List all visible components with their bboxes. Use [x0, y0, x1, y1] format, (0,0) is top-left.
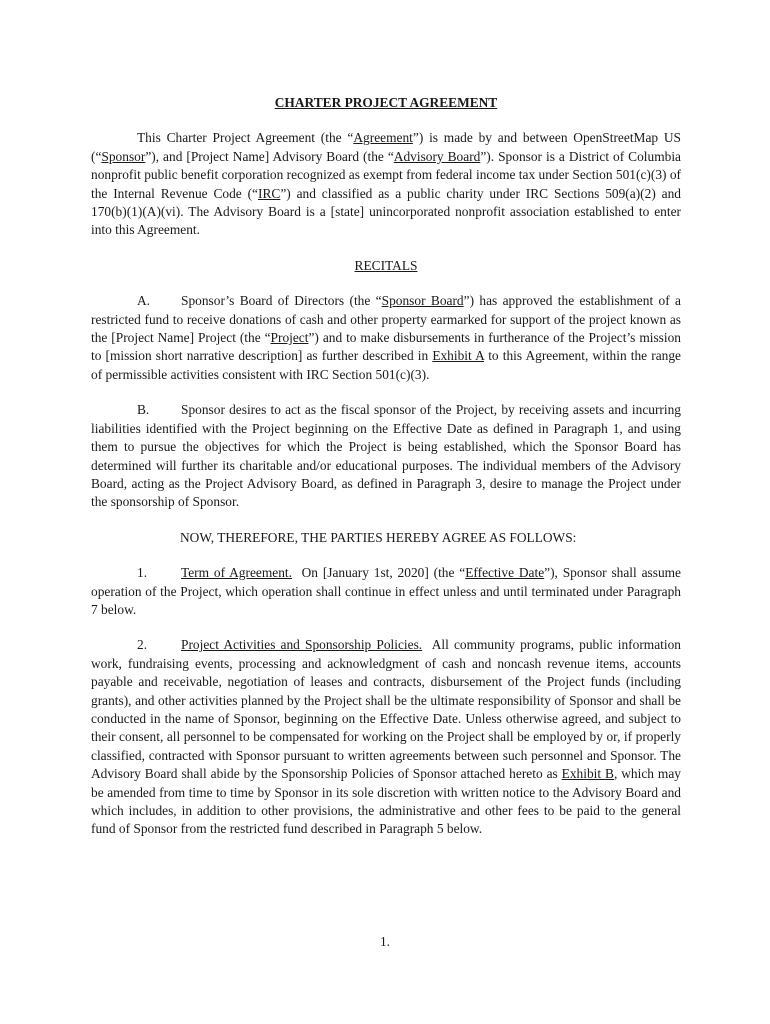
- section-2-heading: Project Activities and Sponsorship Policies.: [181, 637, 423, 653]
- section-2-text-2: , which may be amended from time to time by Sponsor in its sole discretion with written notice to the Advisory Board and which includes, in addition to other provisions, the administrative and other fees to be paid to the general fund of Sponsor from the restricted fund described in Paragraph 5 below.: [91, 766, 681, 837]
- intro-paragraph: [91, 129, 681, 239]
- recital-b-number: B.: [137, 402, 150, 418]
- intro-text-5: ”) and classified as a public charity under IRC Sections 509(a)(2) and 170(b)(1)(A)(vi). The Advisory Board is a [state] unincorporated nonprofit association established to enter into this Agreement.: [91, 185, 681, 238]
- exhibit-a-reference: Exhibit A: [432, 348, 485, 364]
- recitals-heading: RECITALS: [354, 257, 418, 273]
- recital-a: [91, 292, 681, 384]
- section-1-text-1: On [January 1st, 2020] (the “: [291, 565, 466, 581]
- section-2-number: 2.: [137, 637, 148, 653]
- section-1-heading: Term of Agreement.: [181, 565, 292, 581]
- page-number: 1.: [379, 934, 391, 949]
- intro-text-3: ”), and [Project Name] Advisory Board (the “: [145, 148, 394, 164]
- section-2-text-1: All community programs, public information work, fundraising events, processing and acknowledgment of cash and noncash revenue items, accounts payable and receivable, negotiation of leases and contracts, disbursement of the Project funds (including grants), and other activities planned by the Project shall be the ultimate responsibility of Sponsor and shall be conducted in the name of Sponsor, beginning on the Effective Date. Unless otherwise agreed, and subject to their consent, all personnel to be compensated for working on the Project shall be employed by or, if properly classified, contracted with Sponsor pursuant to written agreements between such personnel and Sponsor. The Advisory Board shall abide by the Sponsorship Policies of Sponsor attached hereto as: [91, 637, 685, 782]
- section-1-text-2: ”), Sponsor shall assume operation of the Project, which operation shall continue in effect unless and until terminated under Paragraph 7 below.: [91, 565, 681, 617]
- irc-term: IRC: [257, 185, 281, 201]
- recital-b: [91, 401, 681, 511]
- exhibit-b-reference: Exhibit B: [561, 766, 614, 782]
- recital-b-text: Sponsor desires to act as the fiscal sponsor of the Project, by receiving assets and incurring liabilities identified with the Project beginning on the Effective Date as defined in Paragraph 1, and using them to pursue the objectives for which the Project is being established, which the Sponsor Board has determined will further its charitable and/or educational purposes. The individual members of the Advisory Board, acting as the Project Advisory Board, as defined in Paragraph 3, desire to manage the Project under the sponsorship of Sponsor.: [91, 402, 681, 510]
- section-1: [91, 564, 681, 619]
- intro-text-4: ”). Sponsor is a District of Columbia nonprofit public benefit corporation recognized as exempt from federal income tax under Section 501(c)(3) of the Internal Revenue Code (“: [91, 148, 681, 201]
- recital-a-text-3: ”) and to make disbursements in furtherance of the Project’s mission to [mission short narrative description] as further described in: [91, 330, 681, 364]
- intro-text-2: ”) is made by and between OpenStreetMap US (“: [91, 130, 681, 164]
- sponsor-term: Sponsor: [101, 148, 146, 164]
- advisory-board-term: Advisory Board: [393, 148, 481, 164]
- section-1-number: 1.: [137, 565, 148, 581]
- recital-a-text-2: ”) has approved the establishment of a restricted fund to receive donations of cash and other property earmarked for support of the project known as the [Project Name] Project (the “: [91, 293, 681, 346]
- agreement-term: Agreement: [353, 130, 413, 146]
- agreement-statement: NOW, THEREFORE, THE PARTIES HEREBY AGREE AS FOLLOWS:: [180, 529, 577, 545]
- sponsor-board-term: Sponsor Board: [381, 293, 464, 309]
- effective-date-term: Effective Date: [465, 565, 545, 581]
- project-term: Project: [270, 330, 309, 346]
- recital-a-text-4: to this Agreement, within the range of permissible activities consistent with IRC Section 501(c)(3).: [91, 348, 681, 382]
- recital-a-number: A.: [137, 293, 151, 309]
- document-page: [91, 94, 685, 856]
- intro-text-1: This Charter Project Agreement (the “: [137, 130, 354, 146]
- document-title: CHARTER PROJECT AGREEMENT: [274, 95, 498, 110]
- recital-a-text-1: Sponsor’s Board of Directors (the “: [181, 293, 382, 309]
- section-2: [91, 636, 685, 838]
